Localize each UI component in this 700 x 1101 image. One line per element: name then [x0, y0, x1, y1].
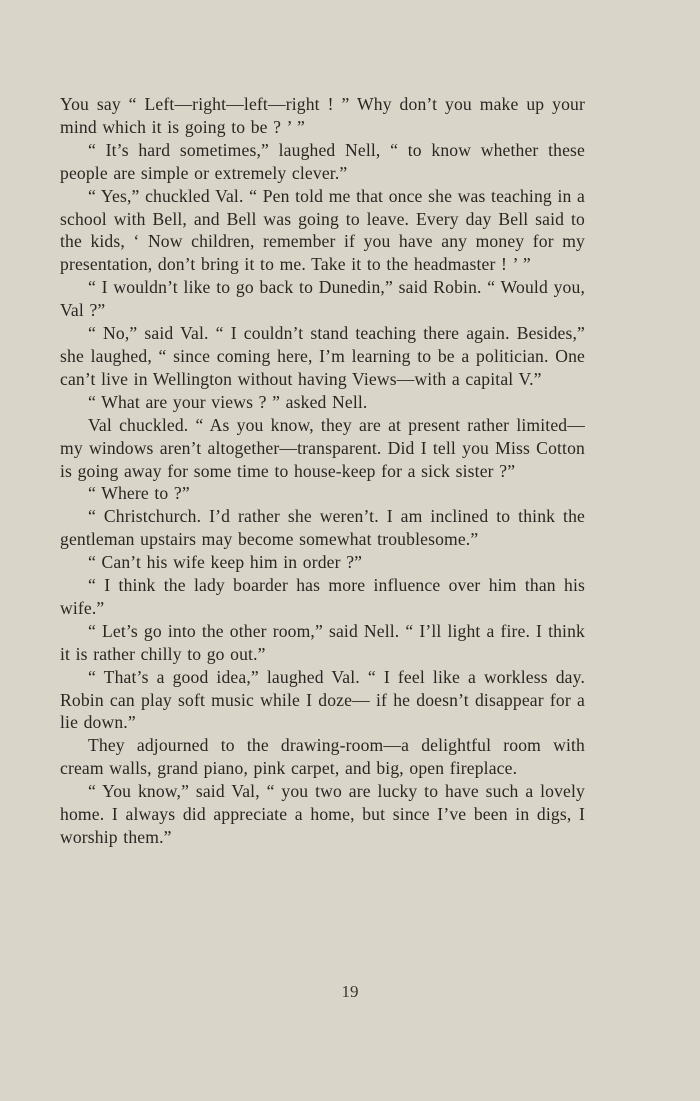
paragraph: “ What are your views ? ” asked Nell.: [88, 391, 368, 412]
paragraph: “ Can’t his wife keep him in order ?”: [88, 552, 363, 573]
paragraph: “ Where to ?”: [88, 483, 190, 504]
paragraph: “ That’s a good idea,” laughed Val. “ I feel like a workless day. Robin can play soft music while I doze— if he doesn’t disappear for a lie down.”: [60, 666, 585, 733]
paragraph: You say “ Left—right—left—right ! ” Why don’t you make up your mind which it is going to be ? ’ ”: [60, 94, 585, 137]
paragraph: “ No,” said Val. “ I couldn’t stand teaching there again. Besides,” she laughed, “ since coming here, I’m learning to be a politician. One can’t live in Wellington without having Views—with a capital V.”: [60, 323, 585, 389]
paragraph: They adjourned to the drawing-room—a delightful room with cream walls, grand piano, pink carpet, and big, open fireplace.: [60, 735, 585, 779]
paragraph: “ Yes,” chuckled Val. “ Pen told me that once she was teaching in a school with Bell, and Bell was going to leave. Every day Bell said to the kids, ‘ Now children, remember if you have any money for my presentation, don’t bring it to me. Take it to the headmaster ! ’ ”: [60, 185, 585, 275]
paragraph: “ Let’s go into the other room,” said Nell. “ I’ll light a fire. I think it is rather chilly to go out.”: [60, 620, 585, 664]
paragraph: “ You know,” said Val, “ you two are lucky to have such a lovely home. I always did appreciate a home, but since I’ve been in digs, I worship them.”: [60, 781, 585, 847]
body-text: [60, 93, 585, 849]
paragraph: “ I think the lady boarder has more influence over him than his wife.”: [60, 575, 585, 618]
paragraph: “ I wouldn’t like to go back to Dunedin,” said Robin. “ Would you, Val ?”: [60, 277, 585, 321]
paragraph: Val chuckled. “ As you know, they are at present rather limited—my windows aren’t altogether—transparent. Did I tell you Miss Cotton is going away for some time to house-keep for a sick sister ?”: [60, 414, 585, 481]
page-number: 19: [341, 982, 359, 1001]
paragraph: “ Christchurch. I’d rather she weren’t. I am inclined to think the gentleman upstairs may become somewhat troublesome.”: [60, 506, 585, 550]
paragraph: “ It’s hard sometimes,” laughed Nell, “ to know whether these people are simple or extremely clever.”: [60, 139, 585, 183]
